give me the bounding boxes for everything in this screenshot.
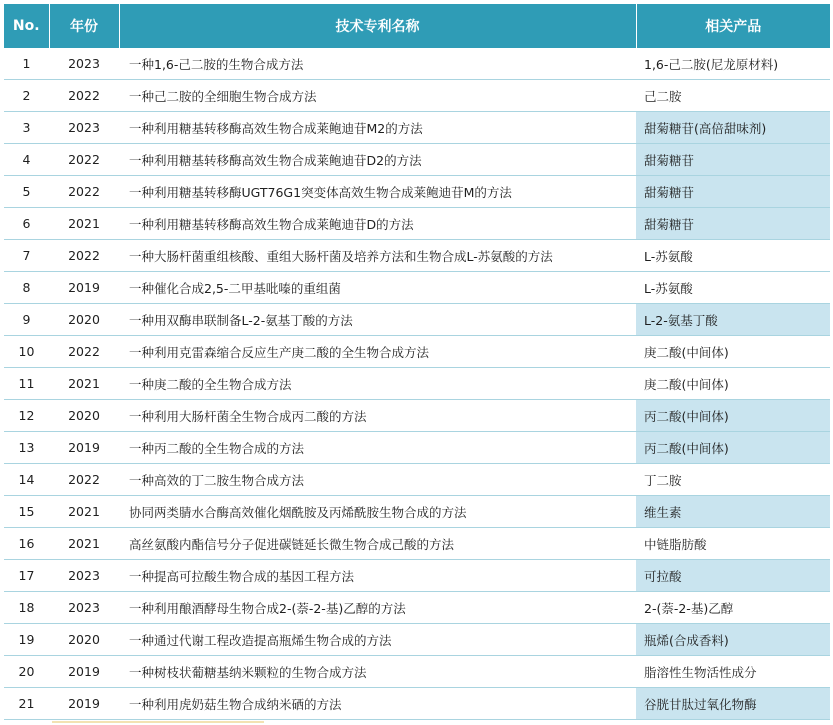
header-no: No. [4, 4, 49, 48]
patent-name-cell: 一种通过代谢工程改造提高瓶烯生物合成的方法 [119, 624, 636, 656]
patent-name-cell: 一种1,6-己二胺的生物合成方法 [119, 48, 636, 80]
patent-name-cell: 一种利用糖基转移酶高效生物合成莱鲍迪苷D的方法 [119, 208, 636, 240]
table-row [4, 336, 830, 368]
row-number-cell: 6 [4, 208, 49, 240]
related-product-cell: 谷胱甘肽过氧化物酶 [636, 688, 830, 720]
table-row [4, 528, 830, 560]
related-product-cell: 甜菊糖苷 [636, 208, 830, 240]
table-row [4, 496, 830, 528]
related-product-cell: 丙二酸(中间体) [636, 432, 830, 464]
row-number-cell: 2 [4, 80, 49, 112]
row-number-cell: 9 [4, 304, 49, 336]
related-product-cell: L-苏氨酸 [636, 272, 830, 304]
year-cell: 2022 [49, 464, 119, 496]
patent-table [4, 4, 830, 720]
year-cell: 2023 [49, 48, 119, 80]
header-row [4, 4, 830, 48]
patent-name-cell: 一种利用酿酒酵母生物合成2-(萘-2-基)乙醇的方法 [119, 592, 636, 624]
year-cell: 2019 [49, 656, 119, 688]
year-cell: 2021 [49, 368, 119, 400]
row-number-cell: 10 [4, 336, 49, 368]
year-cell: 2022 [49, 240, 119, 272]
row-number-cell: 4 [4, 144, 49, 176]
table-row [4, 80, 830, 112]
row-number-cell: 17 [4, 560, 49, 592]
row-number-cell: 1 [4, 48, 49, 80]
related-product-cell: 2-(萘-2-基)乙醇 [636, 592, 830, 624]
year-cell: 2022 [49, 144, 119, 176]
table-row [4, 400, 830, 432]
patent-name-cell: 一种高效的丁二胺生物合成方法 [119, 464, 636, 496]
table-row [4, 688, 830, 720]
row-number-cell: 18 [4, 592, 49, 624]
header-patent-name: 技术专利名称 [119, 4, 636, 48]
year-cell: 2022 [49, 80, 119, 112]
patent-name-cell: 一种丙二酸的全生物合成的方法 [119, 432, 636, 464]
patent-name-cell: 一种庚二酸的全生物合成方法 [119, 368, 636, 400]
related-product-cell: 庚二酸(中间体) [636, 336, 830, 368]
patent-name-cell: 一种利用糖基转移酶UGT76G1突变体高效生物合成莱鲍迪苷M的方法 [119, 176, 636, 208]
table-row [4, 368, 830, 400]
row-number-cell: 21 [4, 688, 49, 720]
related-product-cell: 甜菊糖苷 [636, 144, 830, 176]
related-product-cell: 维生素 [636, 496, 830, 528]
year-cell: 2020 [49, 304, 119, 336]
related-product-cell: 脂溶性生物活性成分 [636, 656, 830, 688]
table-header [4, 4, 830, 48]
year-cell: 2023 [49, 560, 119, 592]
related-product-cell: 可拉酸 [636, 560, 830, 592]
row-number-cell: 3 [4, 112, 49, 144]
row-number-cell: 7 [4, 240, 49, 272]
table-row [4, 464, 830, 496]
row-number-cell: 5 [4, 176, 49, 208]
patent-name-cell: 一种利用虎奶菇生物合成纳米硒的方法 [119, 688, 636, 720]
related-product-cell: 瓶烯(合成香料) [636, 624, 830, 656]
table-row [4, 304, 830, 336]
row-number-cell: 19 [4, 624, 49, 656]
row-number-cell: 15 [4, 496, 49, 528]
table-row [4, 48, 830, 80]
table-row [4, 656, 830, 688]
table-row [4, 560, 830, 592]
header-year: 年份 [49, 4, 119, 48]
year-cell: 2023 [49, 112, 119, 144]
patent-name-cell: 一种利用糖基转移酶高效生物合成莱鲍迪苷D2的方法 [119, 144, 636, 176]
related-product-cell: 1,6-己二胺(尼龙原材料) [636, 48, 830, 80]
row-number-cell: 14 [4, 464, 49, 496]
related-product-cell: 中链脂肪酸 [636, 528, 830, 560]
table-row [4, 240, 830, 272]
table-row [4, 272, 830, 304]
header-related-product: 相关产品 [636, 4, 830, 48]
patent-name-cell: 协同两类腈水合酶高效催化烟酰胺及丙烯酰胺生物合成的方法 [119, 496, 636, 528]
year-cell: 2021 [49, 208, 119, 240]
table-row [4, 432, 830, 464]
patent-name-cell: 一种利用大肠杆菌全生物合成丙二酸的方法 [119, 400, 636, 432]
patent-name-cell: 一种催化合成2,5-二甲基吡嗪的重组菌 [119, 272, 636, 304]
related-product-cell: L-苏氨酸 [636, 240, 830, 272]
patent-name-cell: 一种用双酶串联制备L-2-氨基丁酸的方法 [119, 304, 636, 336]
patent-name-cell: 一种树枝状葡糖基纳米颗粒的生物合成方法 [119, 656, 636, 688]
row-number-cell: 20 [4, 656, 49, 688]
patent-name-cell: 一种利用糖基转移酶高效生物合成莱鲍迪苷M2的方法 [119, 112, 636, 144]
row-number-cell: 12 [4, 400, 49, 432]
table-row [4, 592, 830, 624]
year-cell: 2021 [49, 496, 119, 528]
row-number-cell: 13 [4, 432, 49, 464]
related-product-cell: 丁二胺 [636, 464, 830, 496]
patent-name-cell: 一种大肠杆菌重组核酸、重组大肠杆菌及培养方法和生物合成L-苏氨酸的方法 [119, 240, 636, 272]
table-row [4, 208, 830, 240]
related-product-cell: 己二胺 [636, 80, 830, 112]
row-number-cell: 11 [4, 368, 49, 400]
patent-name-cell: 高丝氨酸内酯信号分子促进碳链延长微生物合成己酸的方法 [119, 528, 636, 560]
related-product-cell: L-2-氨基丁酸 [636, 304, 830, 336]
related-product-cell: 甜菊糖苷(高倍甜味剂) [636, 112, 830, 144]
patent-name-cell: 一种利用克雷森缩合反应生产庚二酸的全生物合成方法 [119, 336, 636, 368]
year-cell: 2019 [49, 432, 119, 464]
row-number-cell: 16 [4, 528, 49, 560]
patent-name-cell: 一种己二胺的全细胞生物合成方法 [119, 80, 636, 112]
table-row [4, 112, 830, 144]
table-row [4, 144, 830, 176]
year-cell: 2019 [49, 688, 119, 720]
patent-name-cell: 一种提高可拉酸生物合成的基因工程方法 [119, 560, 636, 592]
year-cell: 2020 [49, 624, 119, 656]
bottom-decoration-line [52, 721, 264, 723]
table-row [4, 176, 830, 208]
year-cell: 2023 [49, 592, 119, 624]
table-body [4, 48, 830, 720]
year-cell: 2022 [49, 176, 119, 208]
year-cell: 2019 [49, 272, 119, 304]
related-product-cell: 甜菊糖苷 [636, 176, 830, 208]
related-product-cell: 庚二酸(中间体) [636, 368, 830, 400]
year-cell: 2022 [49, 336, 119, 368]
table-row [4, 624, 830, 656]
year-cell: 2021 [49, 528, 119, 560]
related-product-cell: 丙二酸(中间体) [636, 400, 830, 432]
row-number-cell: 8 [4, 272, 49, 304]
year-cell: 2020 [49, 400, 119, 432]
